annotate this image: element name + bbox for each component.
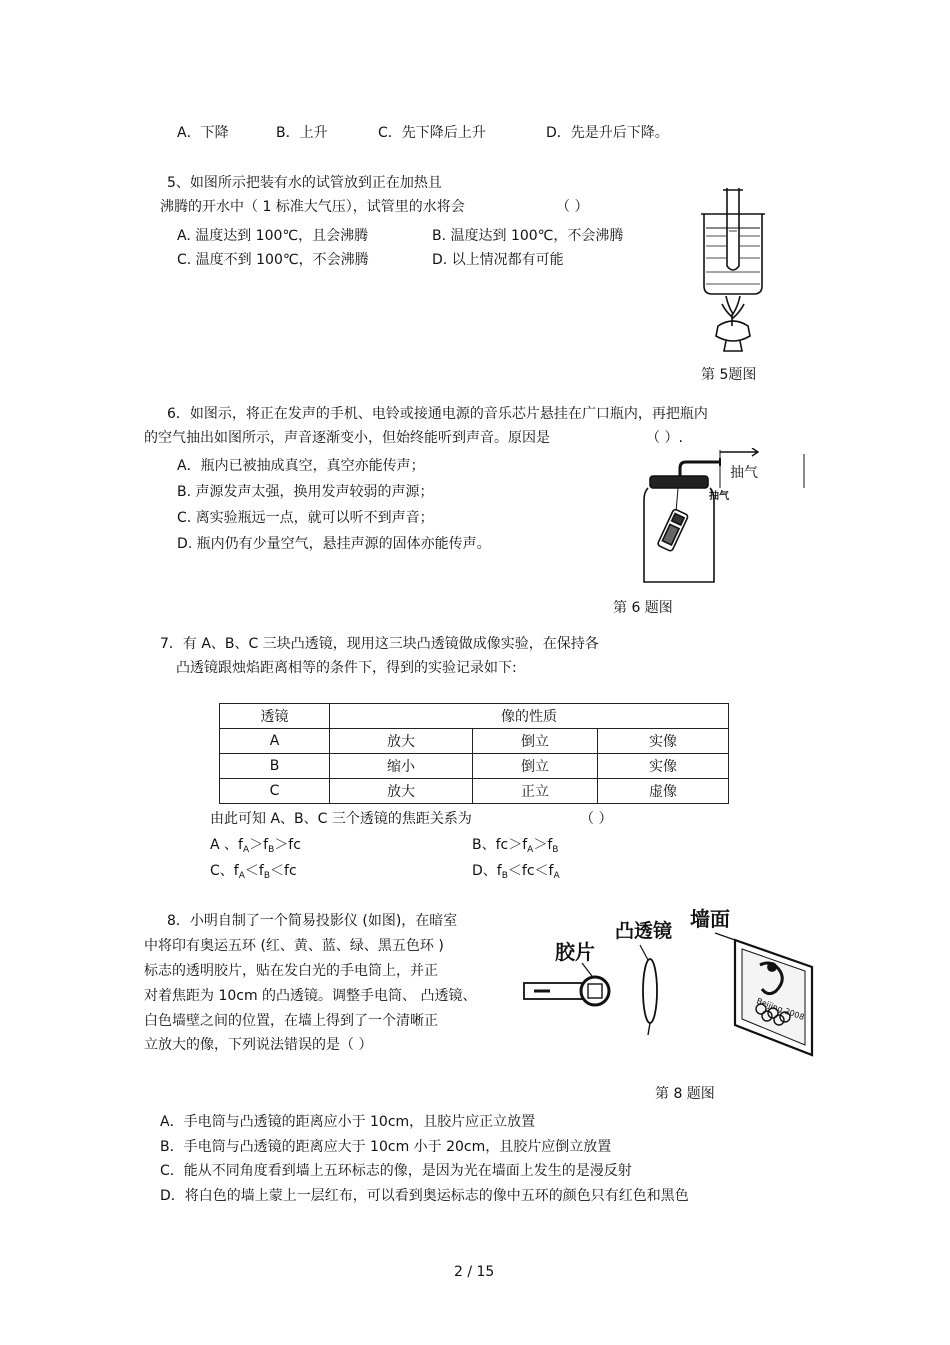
q6-stem-line1: 6．如图示，将正在发声的手机、电铃或接通电源的音乐芯片悬挂在广口瓶内，再把瓶内 xyxy=(167,406,708,422)
page-number: 2 / 15 xyxy=(454,1264,495,1280)
q5-beaker-figure xyxy=(698,186,768,354)
table-row xyxy=(220,779,729,804)
q6-option-b: B. 声源发声太强，换用发声较弱的声源； xyxy=(177,484,434,500)
q7-option-a: A 、$f_A>f_B>fc$ xyxy=(210,837,301,855)
table-cell: B xyxy=(220,754,330,779)
table-header-lens: 透镜 xyxy=(220,704,330,729)
q8-option-a: A．手电筒与凸透镜的距离应小于 10cm，且胶片应正立放置 xyxy=(160,1114,536,1130)
table-row xyxy=(220,754,729,779)
table-row xyxy=(220,729,729,754)
q5-answer-bracket: （ ） xyxy=(556,199,589,215)
table-cell: 实像 xyxy=(598,729,729,754)
q6-option-a: A．瓶内已被抽成真空，真空亦能传声； xyxy=(177,458,425,474)
q8-label-wall: 墙面 xyxy=(690,907,730,931)
q8-label-film: 胶片 xyxy=(555,940,595,964)
q5-stem-line1: 5、如图所示把装有水的试管放到正在加热且 xyxy=(167,175,442,191)
q8-option-c: C．能从不同角度看到墙上五环标志的像，是因为光在墙面上发生的是漫反射 xyxy=(160,1163,632,1179)
table-cell: 缩小 xyxy=(330,754,473,779)
q8-projector-figure xyxy=(520,905,815,1063)
table-cell: 虚像 xyxy=(598,779,729,804)
q8-stem-line6: 立放大的像，下列说法错误的是（ ） xyxy=(144,1037,373,1053)
table-cell: 放大 xyxy=(330,779,473,804)
q5-option-b: B. 温度达到 100℃，不会沸腾 xyxy=(432,228,624,244)
q7-answer-bracket: （ ） xyxy=(580,811,613,827)
table-cell: C xyxy=(220,779,330,804)
q5-option-c: C. 温度不到 100℃，不会沸腾 xyxy=(177,252,369,268)
q7-option-c: C、$f_A<f_B<fc$ xyxy=(210,863,297,881)
q6-figure-label-small: 抽气 xyxy=(709,491,729,502)
q4-option-d: D．先是升后下降。 xyxy=(546,125,669,141)
q5-option-d: D. 以上情况都有可能 xyxy=(432,252,564,268)
q8-option-b: B．手电筒与凸透镜的距离应大于 10cm 小于 20cm，且胶片应倒立放置 xyxy=(160,1139,612,1155)
table-header-row xyxy=(220,704,729,729)
q6-answer-bracket: （ ）. xyxy=(646,430,683,446)
q8-stem-line5: 白色墙壁之间的位置，在墙上得到了一个清晰正 xyxy=(144,1013,438,1029)
table-cell: 实像 xyxy=(598,754,729,779)
q8-label-lens: 凸透镜 xyxy=(615,920,673,942)
q4-option-a: A．下降 xyxy=(177,125,229,141)
table-header-image: 像的性质 xyxy=(330,704,729,729)
q6-jar-figure xyxy=(640,448,808,588)
table-cell: 正立 xyxy=(473,779,598,804)
table-cell: 倒立 xyxy=(473,729,598,754)
q5-stem-line2: 沸腾的开水中（ 1 标准大气压），试管里的水将会 xyxy=(160,199,465,215)
q6-option-c: C. 离实验瓶远一点，就可以听不到声音； xyxy=(177,510,434,526)
q6-stem-line2: 的空气抽出如图所示，声音逐渐变小，但始终能听到声音。原因是 xyxy=(144,430,550,446)
q7-option-b: B、$fc>f_A>f_B$ xyxy=(472,837,559,855)
q6-option-d: D. 瓶内仍有少量空气，悬挂声源的固体亦能传声。 xyxy=(177,536,491,552)
q7-question: 由此可知 A、B、C 三个透镜的焦距关系为 xyxy=(210,811,472,827)
q6-figure-caption: 第 6 题图 xyxy=(613,600,673,616)
q8-stem-line1: 8．小明自制了一个简易投影仪 (如图)，在暗室 xyxy=(167,913,458,929)
q7-results-table xyxy=(219,703,729,804)
q8-option-d: D．将白色的墙上蒙上一层红布，可以看到奥运标志的像中五环的颜色只有红色和黑色 xyxy=(160,1188,689,1204)
q7-option-d: D、$f_B<fc<f_A$ xyxy=(472,863,560,881)
q8-stem-line2: 中将印有奥运五环 (红、黄、蓝、绿、黑五色环 ) xyxy=(144,938,444,954)
table-cell: 倒立 xyxy=(473,754,598,779)
q4-option-b: B．上升 xyxy=(276,125,328,141)
table-cell: 放大 xyxy=(330,729,473,754)
q6-figure-label-pump: 抽气 xyxy=(730,465,758,481)
q8-figure-caption: 第 8 题图 xyxy=(655,1086,715,1102)
q5-figure-caption: 第 5题图 xyxy=(701,367,757,383)
q8-stem-line3: 标志的透明胶片，贴在发白光的手电筒上，并正 xyxy=(144,963,438,979)
q8-logo-text: Beijing 2008 xyxy=(755,996,806,1023)
table-cell: A xyxy=(220,729,330,754)
q7-stem-line2: 凸透镜跟烛焰距离相等的条件下，得到的实验记录如下: xyxy=(176,660,517,676)
q5-option-a: A. 温度达到 100℃，且会沸腾 xyxy=(177,228,369,244)
q8-stem-line4: 对着焦距为 10cm 的凸透镜。调整手电筒、 凸透镜、 xyxy=(144,988,477,1004)
q7-stem-line1: 7．有 A、B、C 三块凸透镜，现用这三块凸透镜做成像实验，在保持各 xyxy=(160,636,599,652)
q4-option-c: C．先下降后上升 xyxy=(378,125,486,141)
